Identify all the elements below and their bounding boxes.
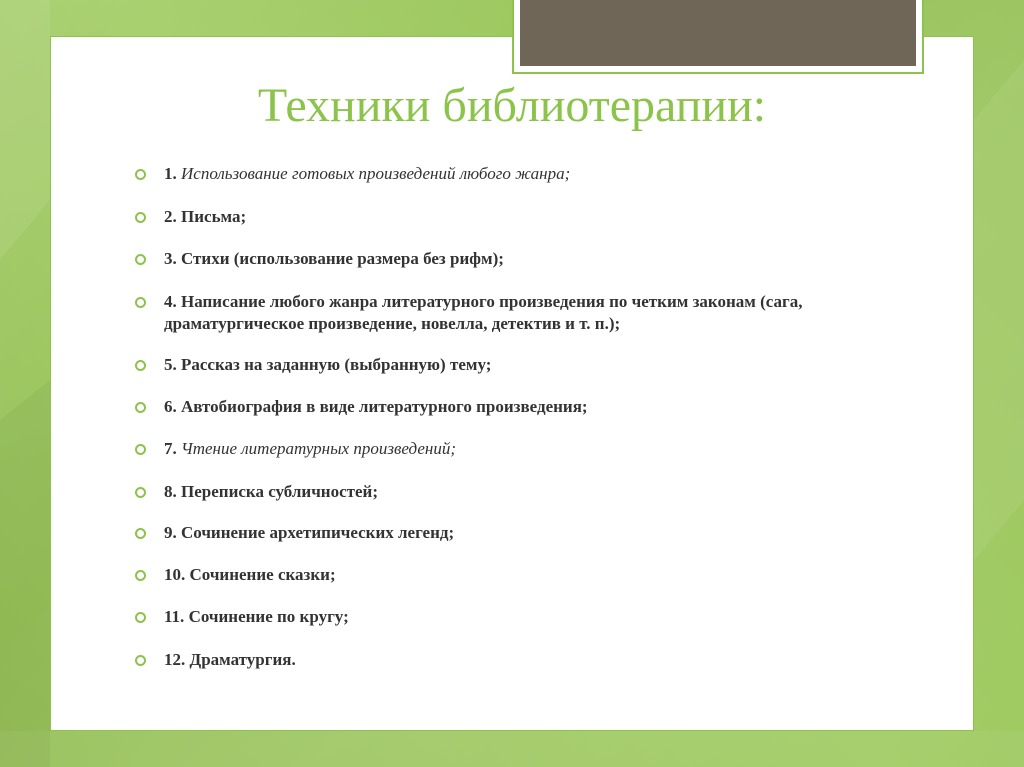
- bullet-label: Письма;: [181, 207, 247, 226]
- bullet-item: [135, 481, 895, 503]
- ring-bullet-icon: [135, 169, 146, 180]
- ring-bullet-icon: [135, 212, 146, 223]
- bullet-number: 3.: [164, 249, 181, 268]
- accent-block: [512, 0, 924, 74]
- accent-block-fill: [520, 0, 916, 66]
- bullet-number: 8.: [164, 482, 181, 501]
- ring-bullet-icon: [135, 528, 146, 539]
- bullet-text: [164, 481, 895, 503]
- bullet-item: [135, 206, 895, 228]
- bullet-label: Сочинение сказки;: [189, 565, 336, 584]
- bullet-text: [164, 564, 895, 586]
- bullet-number: 11.: [164, 607, 189, 626]
- bullet-label: Драматургия.: [189, 650, 296, 669]
- bullet-text: [164, 206, 895, 228]
- ring-bullet-icon: [135, 655, 146, 666]
- bullet-label: Стихи (использование размера без рифм);: [181, 249, 504, 268]
- bullet-item: [135, 396, 895, 418]
- bullet-number: 7.: [164, 439, 181, 458]
- slide-title: Техники библиотерапии:: [257, 79, 767, 132]
- ring-bullet-icon: [135, 402, 146, 413]
- bullet-number: 9.: [164, 523, 181, 542]
- bullet-item: [135, 522, 895, 544]
- bullet-label: Использование готовых произведений любого жанра;: [181, 164, 571, 183]
- bullet-number: 4.: [164, 292, 181, 311]
- bullet-number: 5.: [164, 355, 181, 374]
- bullet-label: Рассказ на заданную (выбранную) тему;: [181, 355, 492, 374]
- bullet-text: [164, 291, 895, 335]
- bullet-text: [164, 354, 895, 376]
- ring-bullet-icon: [135, 487, 146, 498]
- bullet-item: [135, 163, 895, 185]
- bullet-text: [164, 248, 895, 270]
- bullet-text: [164, 649, 895, 671]
- bullet-label: Чтение литературных произведений;: [181, 439, 456, 458]
- bullet-item: [135, 248, 895, 270]
- bullet-text: [164, 438, 895, 460]
- ring-bullet-icon: [135, 297, 146, 308]
- ring-bullet-icon: [135, 612, 146, 623]
- bullet-text: [164, 163, 895, 185]
- ring-bullet-icon: [135, 254, 146, 265]
- bullet-label: Автобиография в виде литературного произведения;: [181, 397, 588, 416]
- bullet-item: [135, 606, 895, 628]
- bullet-item: [135, 354, 895, 376]
- bullet-number: 10.: [164, 565, 190, 584]
- bullet-text: [164, 522, 895, 544]
- bullet-item: [135, 564, 895, 586]
- bullet-item: [135, 438, 895, 460]
- bullet-label: Написание любого жанра литературного произведения по четким законам (сага, драматургическое произведение, новелла, детектив и т. п.);: [164, 292, 803, 333]
- bullet-label: Сочинение по кругу;: [188, 607, 349, 626]
- ring-bullet-icon: [135, 360, 146, 371]
- bullet-number: 2.: [164, 207, 181, 226]
- bullet-text: [164, 606, 895, 628]
- bullet-number: 6.: [164, 397, 181, 416]
- ring-bullet-icon: [135, 444, 146, 455]
- ring-bullet-icon: [135, 570, 146, 581]
- bullet-number: 1.: [164, 164, 181, 183]
- bullet-item: [135, 291, 895, 335]
- bullet-text: [164, 396, 895, 418]
- bullet-label: Сочинение архетипических легенд;: [181, 523, 455, 542]
- bullet-item: [135, 649, 895, 671]
- bullet-number: 12.: [164, 650, 190, 669]
- bullet-label: Переписка субличностей;: [181, 482, 378, 501]
